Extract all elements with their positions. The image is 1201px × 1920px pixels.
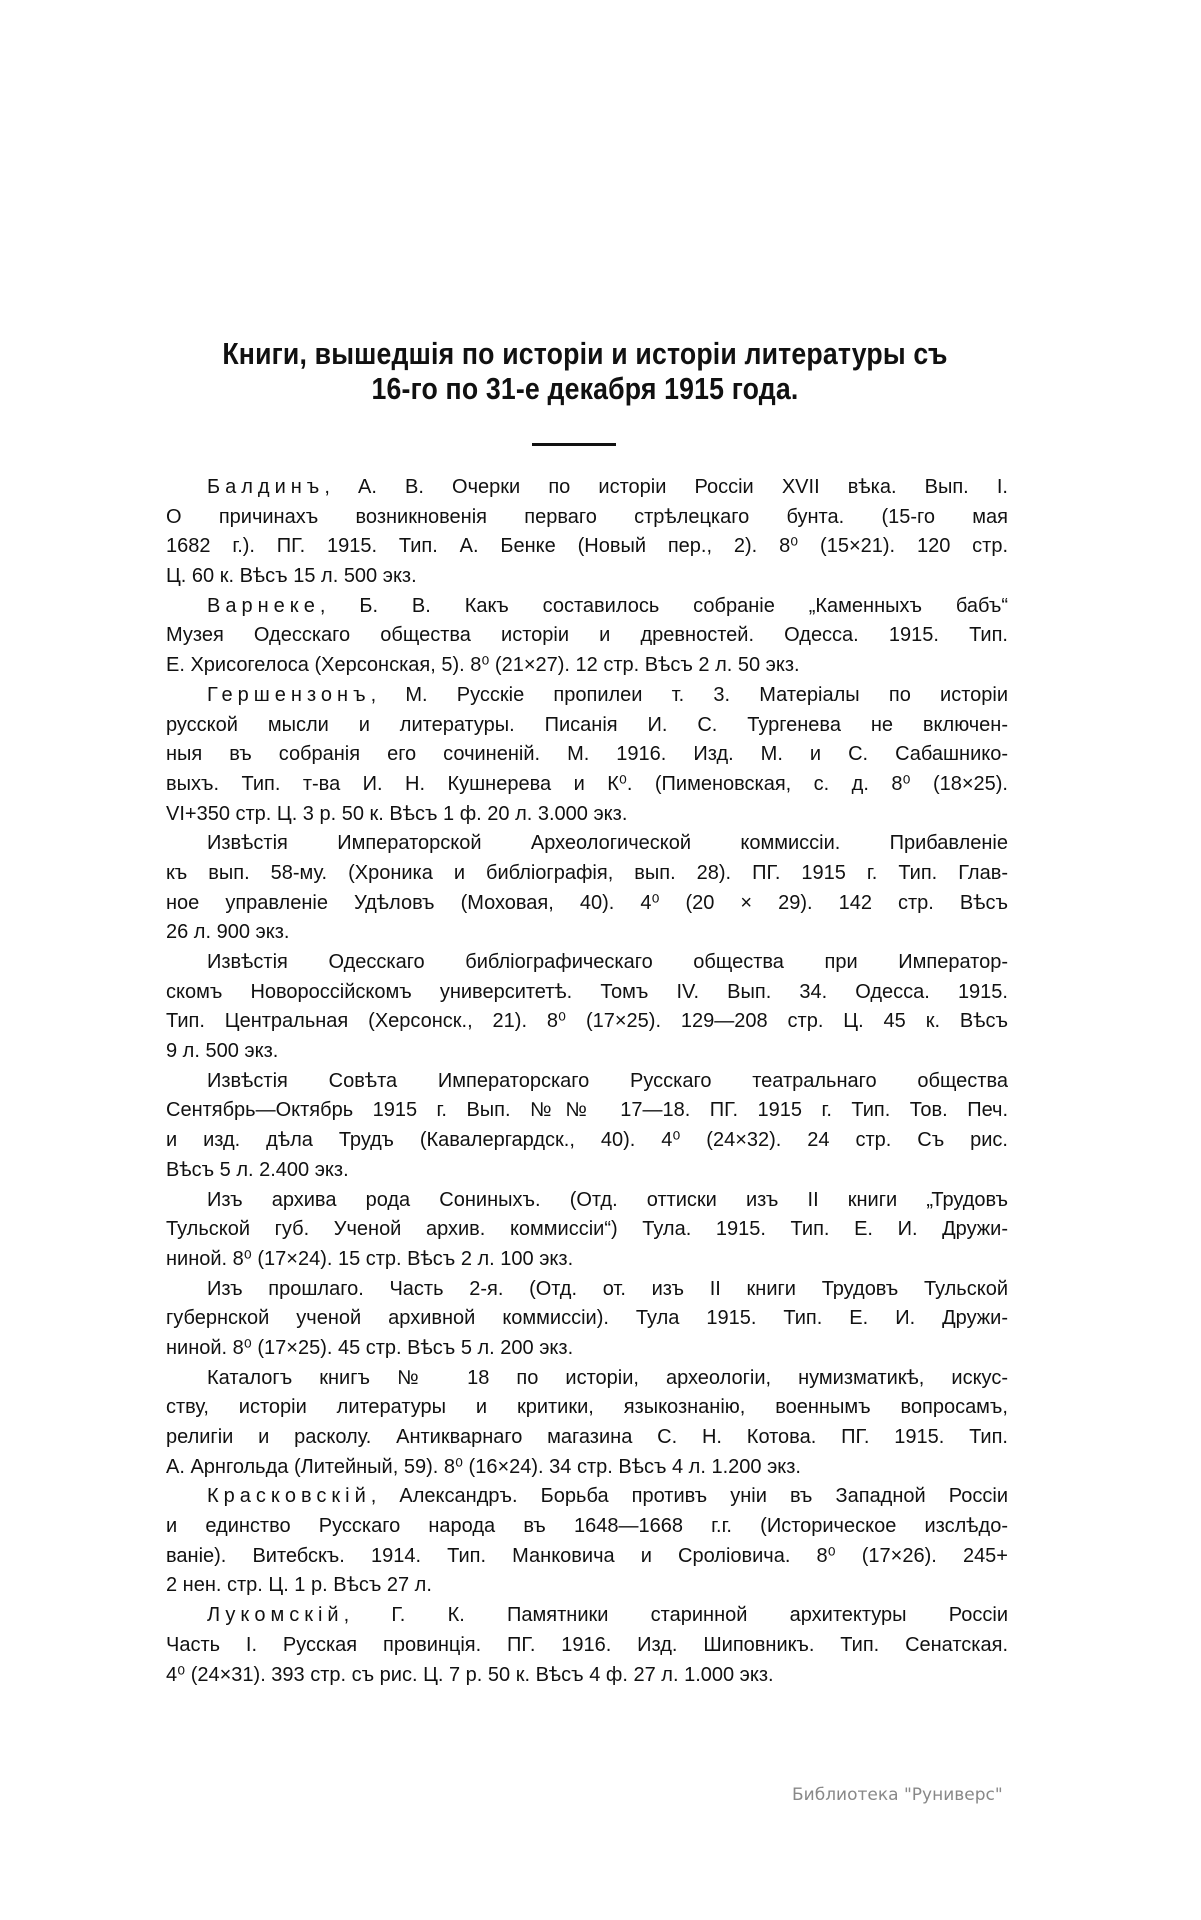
entry-text: 26 л. 900 экз.: [166, 921, 290, 944]
entry-line: [166, 978, 1008, 1008]
entry-text: Изъ прошлаго. Часть 2-я. (Отд. от. изъ II книги Трудовъ Тульской: [207, 1277, 1008, 1300]
entry-line: [166, 1067, 1008, 1097]
bibliography-entry: [166, 1067, 1008, 1186]
bibliography-entry: [166, 681, 1008, 829]
entry-text: Изъ архива рода Сониныхъ. (Отд. оттиски изъ II книги „Трудовъ: [207, 1188, 1008, 1211]
entry-line: [166, 1215, 1008, 1245]
entry-text: губернской ученой архивной коммиссіи). Тула 1915. Тип. Е. И. Дружи-: [166, 1307, 1008, 1330]
entry-line: [166, 1304, 1008, 1334]
bibliography-entry: [166, 948, 1008, 1067]
entry-text: Каталогъ книгъ № 18 по исторіи, археологіи, нумизматикѣ, искус-: [207, 1366, 1008, 1389]
entry-line: [166, 1601, 1008, 1631]
entry-text: , Г. К. Памятники старинной архитектуры Россіи: [343, 1604, 1008, 1627]
entry-line: [166, 770, 1008, 800]
entry-text: выхъ. Тип. т-ва И. Н. Кушнерева и К⁰. (Пименовская, с. д. 8⁰ (18×25).: [166, 772, 1008, 795]
entry-line: [166, 473, 1008, 503]
entry-text: Часть I. Русская провинція. ПГ. 1916. Изд. Шиповникъ. Тип. Сенатская.: [166, 1633, 1008, 1656]
entry-text: скомъ Новороссійскомъ университетѣ. Томъ IV. Вып. 34. Одесса. 1915.: [166, 980, 1008, 1003]
bibliography-entry: [166, 1275, 1008, 1364]
page-title: [211, 336, 959, 406]
entry-text: ниной. 8⁰ (17×25). 45 стр. Вѣсъ 5 л. 200 экз.: [166, 1336, 574, 1359]
entry-text: Тульской губ. Ученой архив. коммиссіи“) Тула. 1915. Тип. Е. И. Дружи-: [166, 1218, 1008, 1241]
entry-text: и единство Русскаго народа въ 1648—1668 г.г. (Историческое изслѣдо-: [166, 1515, 1008, 1538]
entry-text: ваніе). Витебскъ. 1914. Тип. Манковича и Сроліовича. 8⁰ (17×26). 245+: [166, 1544, 1008, 1567]
bibliography-entry: [166, 1482, 1008, 1601]
entry-line: [166, 1245, 1008, 1275]
entry-text: Ц. 60 к. Вѣсъ 15 л. 500 экз.: [166, 565, 417, 588]
entry-text: къ вып. 58-му. (Хроника и библіографія, вып. 28). ПГ. 1915 г. Тип. Глав-: [166, 861, 1008, 884]
entry-line: [166, 1512, 1008, 1542]
entry-text: О причинахъ возникновенія перваго стрѣлецкаго бунта. (15-го мая: [166, 505, 1008, 528]
entry-line: [166, 859, 1008, 889]
entry-line: [166, 1334, 1008, 1364]
title-divider: [532, 443, 616, 446]
entry-line: [166, 532, 1008, 562]
entry-line: [166, 1661, 1008, 1691]
entry-line: [166, 918, 1008, 948]
entry-text: А. Арнгольда (Литейный, 59). 8⁰ (16×24). 34 стр. Вѣсъ 4 л. 1.200 экз.: [166, 1455, 801, 1478]
entry-text: религіи и расколу. Антикварнаго магазина С. Н. Котова. ПГ. 1915. Тип.: [166, 1426, 1008, 1448]
bibliography-entry: [166, 1364, 1008, 1483]
entry-line: [166, 1631, 1008, 1661]
bibliography-entry: [166, 1601, 1008, 1690]
entry-line: [166, 621, 1008, 651]
entry-author: Балдинъ: [207, 476, 325, 498]
library-watermark: Библиотека "Руниверс": [792, 1785, 1003, 1805]
entry-text: 4⁰ (24×31). 393 стр. съ рис. Ц. 7 р. 50 к. Вѣсъ 4 ф. 27 л. 1.000 экз.: [166, 1663, 774, 1686]
entry-line: [166, 829, 1008, 859]
entry-author: Лукомскій: [207, 1604, 344, 1627]
entry-author: Красковскій: [207, 1485, 371, 1508]
entry-line: [166, 711, 1008, 741]
entry-line: [166, 1423, 1008, 1453]
entry-line: [166, 948, 1008, 978]
entry-line: [166, 1275, 1008, 1305]
bibliography-entry: [166, 829, 1008, 948]
entry-line: [166, 1007, 1008, 1037]
entry-text: 2 нен. стр. Ц. 1 р. Вѣсъ 27 л.: [166, 1574, 432, 1597]
entry-text: Извѣстія Императорской Археологической коммиссіи. Прибавленіе: [207, 832, 1008, 855]
entry-text: , А. В. Очерки по исторіи Россіи XVII вѣка. Вып. I.: [324, 476, 1008, 498]
entry-author: Гершензонъ: [207, 683, 371, 706]
entry-line: [166, 562, 1008, 592]
entry-text: Извѣстія Совѣта Императорскаго Русскаго театральнаго общества: [207, 1069, 1008, 1092]
bibliography-entry: [166, 473, 1008, 592]
bibliography-entry: [166, 1186, 1008, 1275]
entry-line: [166, 1156, 1008, 1186]
entry-line: [166, 1482, 1008, 1512]
entry-line: [166, 1364, 1008, 1394]
entry-text: Музея Одесскаго общества исторіи и древностей. Одесса. 1915. Тип.: [166, 624, 1008, 647]
entry-text: , М. Русскіе пропилеи т. 3. Матеріалы по исторіи: [370, 683, 1008, 706]
title-line-2: 16-го по 31-е декабря 1915 года.: [371, 371, 799, 406]
entry-line: [166, 740, 1008, 770]
entry-text: русской мысли и литературы. Писанія И. С. Тургенева не включен-: [166, 713, 1008, 736]
entry-line: [166, 1571, 1008, 1601]
entry-line: [166, 1453, 1008, 1483]
entry-text: 1682 г.). ПГ. 1915. Тип. А. Бенке (Новый пер., 2). 8⁰ (15×21). 120 стр.: [166, 535, 1008, 558]
entry-author: Варнеке: [207, 594, 320, 617]
entry-line: [166, 1096, 1008, 1126]
entry-line: [166, 592, 1008, 622]
entry-text: ству, исторіи литературы и критики, языкознанію, военнымъ вопросамъ,: [166, 1396, 1008, 1419]
entry-line: [166, 1393, 1008, 1423]
entry-line: [166, 503, 1008, 533]
entry-line: [166, 681, 1008, 711]
entry-line: [166, 1186, 1008, 1216]
entry-text: ныя въ собранія его сочиненій. М. 1916. Изд. М. и С. Сабашнико-: [166, 743, 1008, 766]
entry-line: [166, 651, 1008, 681]
bibliography-entry: [166, 592, 1008, 681]
entry-line: [166, 1542, 1008, 1572]
entry-text: Извѣстія Одесскаго библіографическаго общества при Император-: [207, 951, 1008, 973]
entry-text: и изд. дѣла Трудъ (Кавалергардск., 40). 4⁰ (24×32). 24 стр. Съ рис.: [166, 1129, 1008, 1152]
title-line-1: Книги, вышедшія по исторіи и исторіи литературы съ: [222, 336, 948, 371]
entry-text: Вѣсъ 5 л. 2.400 экз.: [166, 1158, 349, 1181]
entry-text: , Б. В. Какъ составилось собраніе „Каменныхъ бабъ“: [319, 594, 1008, 617]
entry-text: Сентябрь—Октябрь 1915 г. Вып. №№ 17—18. ПГ. 1915 г. Тип. Тов. Печ.: [166, 1099, 1008, 1122]
entry-text: ниной. 8⁰ (17×24). 15 стр. Вѣсъ 2 л. 100 экз.: [166, 1247, 574, 1270]
entry-text: Тип. Центральная (Херсонск., 21). 8⁰ (17×25). 129—208 стр. Ц. 45 к. Вѣсъ: [166, 1010, 1008, 1033]
entry-text: VI+350 стр. Ц. 3 р. 50 к. Вѣсъ 1 ф. 20 л. 3.000 экз.: [166, 802, 628, 825]
entry-line: [166, 1037, 1008, 1067]
bibliography-list: [166, 473, 1008, 1690]
entry-text: ное управленіе Удѣловъ (Моховая, 40). 4⁰ (20 × 29). 142 стр. Вѣсъ: [166, 891, 1008, 914]
entry-text: , Александръ. Борьба противъ уніи въ Западной Россіи: [370, 1485, 1008, 1508]
entry-line: [166, 1126, 1008, 1156]
entry-line: [166, 889, 1008, 919]
entry-text: Е. Хрисогелоса (Херсонская, 5). 8⁰ (21×27). 12 стр. Вѣсъ 2 л. 50 экз.: [166, 654, 800, 677]
entry-text: 9 л. 500 экз.: [166, 1040, 279, 1063]
entry-line: [166, 800, 1008, 830]
